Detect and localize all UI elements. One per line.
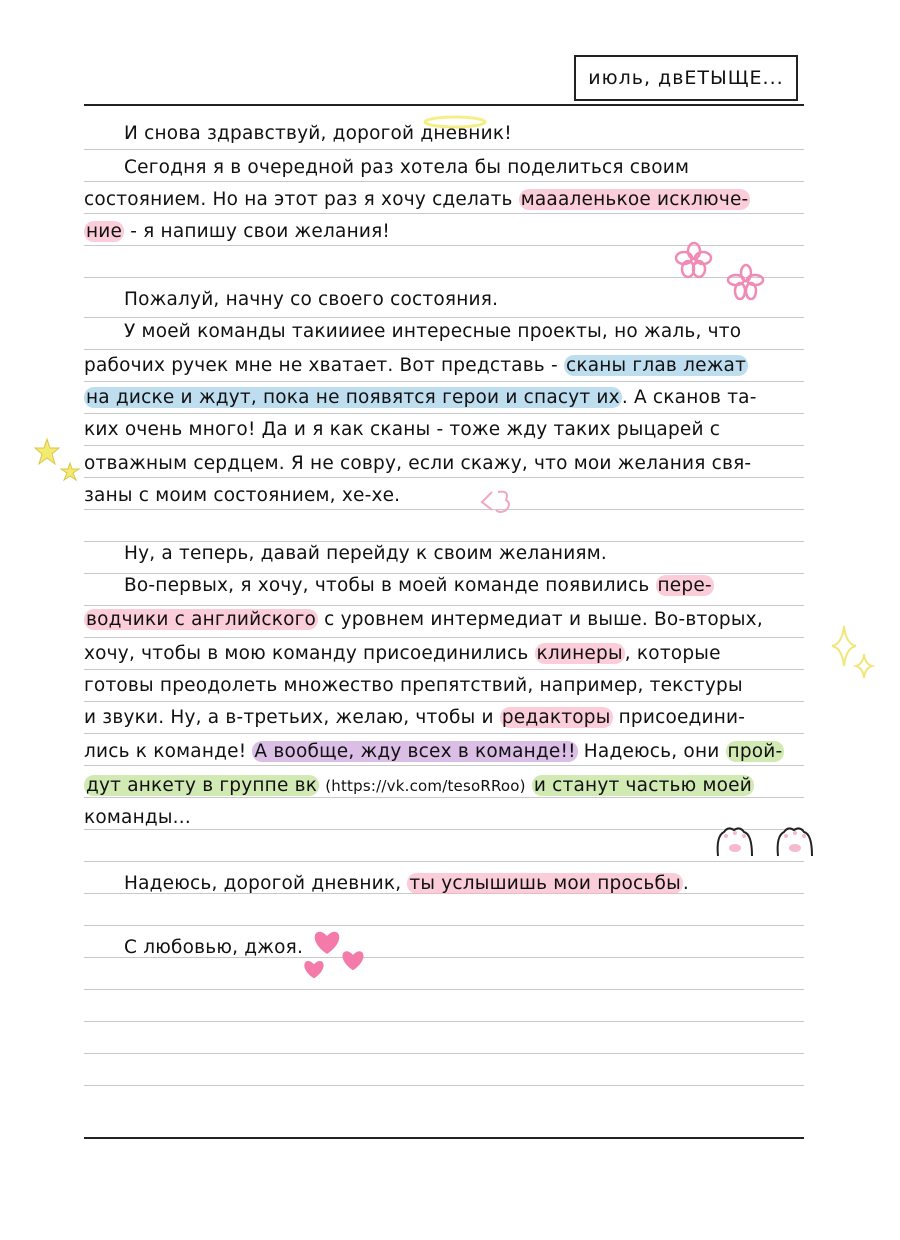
highlighted-text: редакторы <box>501 707 611 728</box>
text-segment: У моей команды такиииее интересные проекты, но жаль, что <box>124 321 742 342</box>
notebook-rule <box>84 701 804 702</box>
text-line <box>84 642 808 666</box>
highlighted-text: прой- <box>727 741 783 762</box>
notebook-rule <box>84 149 804 150</box>
text-line <box>124 542 848 566</box>
notebook-rule <box>84 861 804 862</box>
highlighted-text: А вообще, жду всех в команде!! <box>254 741 576 762</box>
notebook-rule <box>84 605 804 606</box>
notebook-rule <box>84 1085 804 1086</box>
text-line <box>84 452 808 476</box>
text-segment: . <box>682 873 689 894</box>
text-segment: ких очень много! Да и я как сканы - тоже жду таких рыцарей с <box>84 419 721 440</box>
notebook-rule <box>84 509 804 510</box>
halo-icon <box>422 114 488 130</box>
notebook-rule <box>84 445 804 446</box>
star-icon <box>34 438 60 466</box>
text-segment: - я напишу свои желания! <box>124 221 391 242</box>
highlighted-text: пере- <box>657 575 712 596</box>
text-segment: лись к команде! <box>84 741 253 762</box>
text-segment: присоедини- <box>612 707 746 728</box>
text-segment: С любовью, джоя. <box>124 937 304 958</box>
flower-icon <box>672 240 716 280</box>
text-line <box>124 320 848 344</box>
text-line <box>84 774 808 798</box>
highlighted-text: ты услышишь мои просьбы <box>409 873 681 894</box>
text-segment: отважным сердцем. Я не совру, если скажу, что мои желания свя- <box>84 453 752 474</box>
sparkle-icon <box>826 622 878 682</box>
highlighted-text: маааленькое исключе- <box>520 189 749 210</box>
text-line <box>84 418 808 442</box>
notebook-rule <box>84 413 804 414</box>
cat-paw-icon <box>712 822 760 862</box>
notebook-rule <box>84 381 804 382</box>
date-label: июль, двЕТЫЩЕ... <box>588 67 784 89</box>
bottom-rule <box>84 1137 804 1139</box>
text-line <box>84 706 808 730</box>
notebook-rule <box>84 765 804 766</box>
notebook-rule <box>84 989 804 990</box>
text-segment: , которые <box>624 643 721 664</box>
text-segment: Надеюсь, дорогой дневник, <box>124 873 408 894</box>
text-line <box>84 608 808 632</box>
text-line <box>84 484 808 508</box>
highlighted-text: ние <box>86 221 123 242</box>
text-segment: рабочих ручек мне не хватает. Вот представь - <box>84 355 564 376</box>
heart-doodle-icon <box>478 486 516 516</box>
top-rule <box>84 104 804 106</box>
text-segment: состоянием. Но на этот раз я хочу сделать <box>84 189 519 210</box>
text-segment: Надеюсь, они <box>577 741 726 762</box>
highlighted-text: и станут частью моей <box>533 775 752 796</box>
text-line <box>84 354 808 378</box>
text-segment: Пожалуй, начну со своего состояния. <box>124 289 499 310</box>
text-segment: с уровнем интермедиат и выше. Во-вторых, <box>318 609 763 630</box>
date-box <box>574 55 798 101</box>
text-segment: Сегодня я в очередной раз хотела бы поделиться своим <box>124 157 690 178</box>
text-segment: . А сканов та- <box>621 387 757 408</box>
highlighted-text: водчики с английского <box>86 609 317 630</box>
text-line <box>84 188 808 212</box>
cat-paw-icon <box>772 822 820 862</box>
text-segment: готовы преодолеть множество препятствий, например, текстуры <box>84 675 743 696</box>
text-segment: Ну, а теперь, давай перейду к своим желаниям. <box>124 543 607 564</box>
text-segment: заны с моим состоянием, хе-хе. <box>84 485 401 506</box>
text-segment: и звуки. Ну, а в-третьих, желаю, чтобы и <box>84 707 500 728</box>
heart-icon <box>312 928 342 956</box>
text-line <box>124 872 848 896</box>
text-segment: хочу, чтобы в мою команду присоединились <box>84 643 535 664</box>
text-segment: И снова здравствуй, дорогой дневник! <box>124 123 512 144</box>
highlighted-text: на диске и ждут, пока не появятся герои и спасут их <box>86 387 620 408</box>
highlighted-text: клинеры <box>536 643 623 664</box>
text-line <box>84 740 808 764</box>
text-line <box>84 386 808 410</box>
notebook-rule <box>84 349 804 350</box>
text-segment <box>526 775 532 796</box>
notebook-rule <box>84 1053 804 1054</box>
text-segment: команды... <box>84 807 191 828</box>
notebook-rule <box>84 637 804 638</box>
heart-icon <box>340 948 366 972</box>
notebook-rule <box>84 181 804 182</box>
highlighted-text: сканы глав лежат <box>565 355 747 376</box>
group-link-text: (https://vk.com/tesoRRoo) <box>325 777 526 795</box>
notebook-rule <box>84 733 804 734</box>
heart-icon <box>302 958 326 980</box>
text-line <box>124 936 848 960</box>
notebook-rule <box>84 669 804 670</box>
text-line <box>124 574 848 598</box>
text-line <box>84 674 808 698</box>
notebook-rule <box>84 213 804 214</box>
notebook-rule <box>84 1021 804 1022</box>
text-line <box>124 156 848 180</box>
notebook-rule <box>84 477 804 478</box>
notebook-rule <box>84 317 804 318</box>
highlighted-text: дут анкету в группе вк <box>86 775 318 796</box>
text-line <box>84 806 808 830</box>
flower-icon <box>726 262 766 302</box>
text-segment: Во-первых, я хочу, чтобы в моей команде появились <box>124 575 656 596</box>
star-icon <box>60 462 80 482</box>
notebook-rule <box>84 925 804 926</box>
